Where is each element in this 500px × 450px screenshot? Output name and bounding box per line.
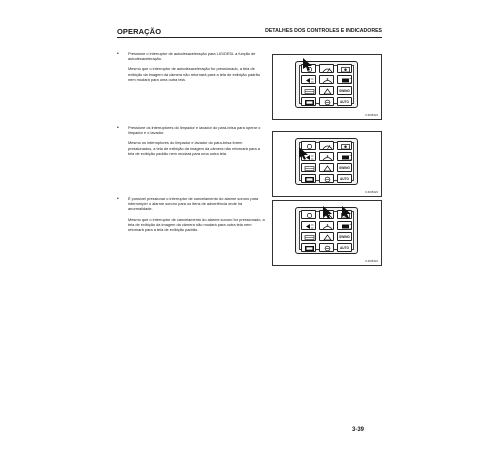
fan-switch[interactable] — [319, 163, 334, 172]
buzzer-switch[interactable] — [337, 221, 352, 230]
instruction-paragraph: É possível pressionar o interruptor de cancelamento do alarme sonoro para interromper o alarme sonoro para os itens de advertência onde há anormalidade. — [128, 196, 259, 212]
switch-panel-figure — [272, 131, 382, 197]
bullet: • — [117, 51, 119, 57]
buzzer-icon — [338, 222, 353, 231]
wiper-switch[interactable] — [319, 141, 334, 150]
switch-label: AUTO — [340, 176, 349, 181]
page-header — [117, 27, 382, 41]
switch-panel-figure — [272, 54, 382, 120]
mode-switch[interactable] — [301, 232, 316, 241]
camera-switch[interactable] — [337, 141, 352, 150]
alarm-icon — [302, 211, 317, 220]
heater-switch[interactable] — [319, 97, 334, 106]
note-paragraph: Mesmo que o interruptor de autodesaceleração for pressionado, a tela de exibição da imagem da câmera não retornará para a tela de exibição padrão nem mudará para uma outra tela. — [128, 66, 260, 82]
pointer-arrow-icon — [340, 205, 354, 219]
note-paragraph: Mesmo os interruptores do limpador e lavador do pára-brisa forem pressionados, a tela de exibição da imagem da câmera não retornará para a tela de exibição padrão nem mudará para uma outra tela. — [128, 140, 260, 156]
lamp-switch[interactable] — [301, 75, 316, 84]
heater-switch[interactable] — [319, 174, 334, 183]
switch-label: SWING — [339, 88, 350, 93]
lamp-icon — [302, 76, 317, 85]
section-title: OPERAÇÃO — [117, 27, 162, 36]
menu-switch[interactable] — [301, 97, 316, 106]
wiper-switch[interactable] — [319, 64, 334, 73]
heater-icon — [320, 244, 335, 253]
camera-icon — [338, 142, 353, 151]
switch-label: AUTO — [340, 245, 349, 250]
section-alarm-cancel — [117, 196, 382, 276]
section-text — [117, 51, 265, 82]
switch-label: SWING — [339, 234, 350, 239]
menu-icon — [302, 244, 317, 253]
menu-switch[interactable] — [301, 243, 316, 252]
pointer-arrow-icon — [297, 146, 311, 160]
note-paragraph: Mesmo que o interruptor de cancelamento do alarme sonoro for pressionado, a tela de exibição da imagem da câmera não mudará para outra tela nem retornará para a tela de exibição padrão. — [128, 216, 265, 233]
mode-icon — [302, 164, 317, 173]
menu-icon — [302, 175, 317, 184]
fan-icon — [320, 164, 335, 173]
wiper-icon — [320, 142, 335, 151]
swing-switch[interactable] — [337, 163, 352, 172]
mode-switch[interactable] — [301, 163, 316, 172]
instruction-paragraph: Pressione o interruptor de autodesaceleração para LIG/DESL a função de autodesaceleração. — [128, 51, 256, 62]
lamp-icon — [302, 222, 317, 231]
fan-icon — [320, 233, 335, 242]
pointer-arrow-icon — [301, 57, 315, 71]
wiper-icon — [320, 65, 335, 74]
switch-panel-figure — [272, 200, 382, 266]
swing-switch[interactable] — [337, 232, 352, 241]
washer-switch[interactable] — [319, 221, 334, 230]
buzzer-icon — [338, 76, 353, 85]
chapter-title: DETALHES DOS CONTROLES E INDICADORES — [265, 28, 382, 34]
swing-switch[interactable] — [337, 86, 352, 95]
figure-code: KJ008423 — [365, 113, 378, 117]
auto-switch[interactable] — [337, 97, 352, 106]
instruction-paragraph: Pressione os interruptores do limpador e lavador do pára-brisa para operar o limpador e o lavador. — [128, 125, 261, 136]
buzzer-switch[interactable] — [337, 152, 352, 161]
auto-switch[interactable] — [337, 174, 352, 183]
buzzer-icon — [338, 153, 353, 162]
heater-icon — [320, 98, 335, 107]
fan-switch[interactable] — [319, 232, 334, 241]
section-wiper-washer — [117, 125, 382, 197]
figure-code: KJ008324 — [365, 259, 378, 263]
header-rule — [117, 37, 382, 38]
mode-switch[interactable] — [301, 86, 316, 95]
washer-icon — [320, 153, 335, 162]
camera-icon — [338, 65, 353, 74]
menu-icon — [302, 98, 317, 107]
bullet: • — [117, 125, 119, 131]
heater-icon — [320, 175, 335, 184]
washer-switch[interactable] — [319, 75, 334, 84]
washer-icon — [320, 222, 335, 231]
section-auto-decel — [117, 51, 382, 123]
bullet: • — [117, 196, 119, 202]
switch-label: SWING — [339, 165, 350, 170]
section-text — [117, 196, 265, 232]
figure-code: KJ008323 — [365, 190, 378, 194]
pointer-arrow-icon — [321, 205, 335, 219]
alarm-switch[interactable] — [301, 210, 316, 219]
page-number: 3-39 — [352, 427, 365, 433]
menu-switch[interactable] — [301, 174, 316, 183]
lamp-switch[interactable] — [301, 221, 316, 230]
heater-switch[interactable] — [319, 243, 334, 252]
auto-switch[interactable] — [337, 243, 352, 252]
switch-label: AUTO — [340, 99, 349, 104]
camera-switch[interactable] — [337, 64, 352, 73]
mode-icon — [302, 87, 317, 96]
fan-icon — [320, 87, 335, 96]
fan-switch[interactable] — [319, 86, 334, 95]
washer-icon — [320, 76, 335, 85]
washer-switch[interactable] — [319, 152, 334, 161]
buzzer-switch[interactable] — [337, 75, 352, 84]
section-text — [117, 125, 265, 156]
mode-icon — [302, 233, 317, 242]
